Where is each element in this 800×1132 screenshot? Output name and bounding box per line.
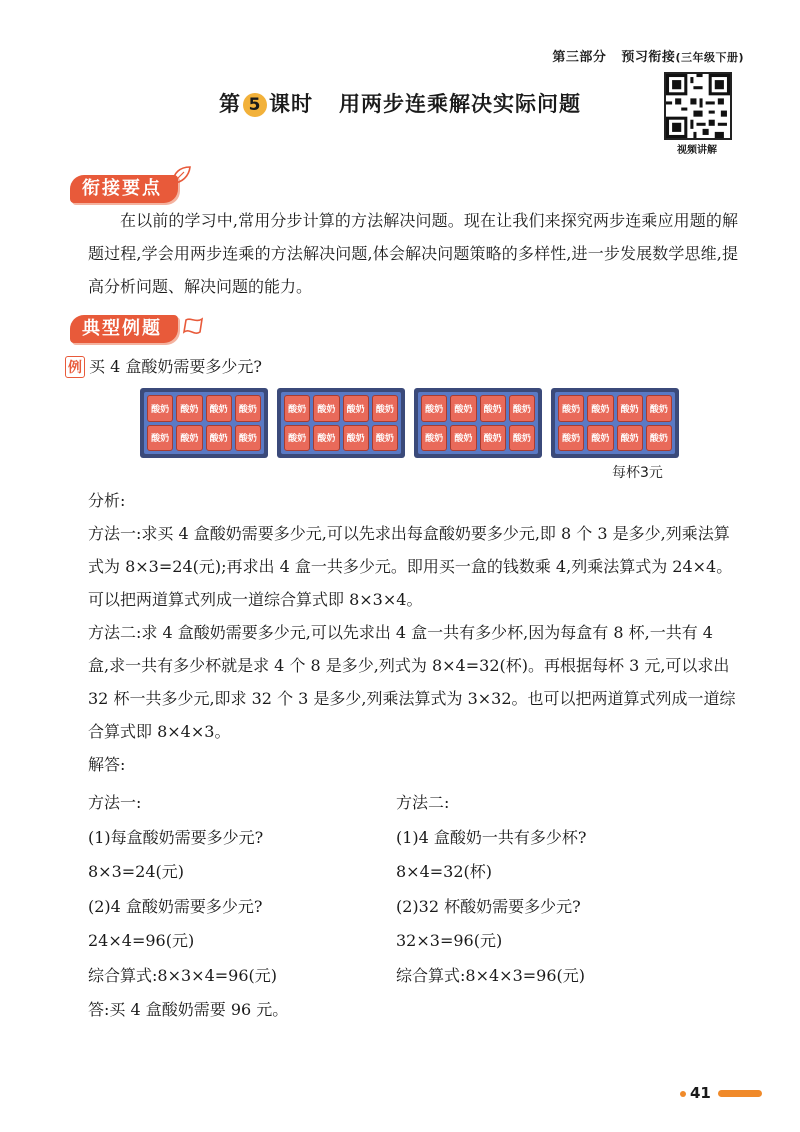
yogurt-cup: 酸奶 [206,395,232,422]
intro-text: 在以前的学习中,常用分步计算的方法解决问题。现在让我们来探究两步连乘应用题的解题过程,学会用两步连乘的方法解决问题,体会解决问题策略的多样性,进一步发展数学思维,提高分析问题、解决问题的能力。 [88,211,738,296]
yogurt-cup: 酸奶 [480,395,506,422]
yogurt-cup: 酸奶 [313,425,339,452]
yogurt-cup: 酸奶 [284,395,310,422]
yogurt-cup: 酸奶 [343,425,369,452]
yogurt-cup: 酸奶 [313,395,339,422]
section-tag-examples: 典型例题 [70,315,178,343]
title-prefix: 第 [219,92,241,116]
solution-line: 综合算式:8×3×4=96(元) [88,965,277,985]
solution-line: 32×3=96(元) [396,931,503,950]
example-badge: 例 [65,356,85,378]
solution-line: (2)32 杯酸奶需要多少元? [396,896,581,916]
yogurt-cup: 酸奶 [617,395,643,422]
solution-method-2 [396,786,587,993]
yogurt-cup: 酸奶 [176,395,202,422]
solution-line: 8×3=24(元) [88,862,185,881]
analysis-method-2: 方法二:求 4 盒酸奶需要多少元,可以先求出 4 盒一共有多少杯,因为每盒有 8 杯,一共有 4 盒,求一共有多少杯就是求 4 个 8 是多少,列式为 8×4=32(杯)。再根据每杯 3 元,可以求出 32 杯一共多少元,即求 32 个 3 是多少,列乘法算式为 3×32。也可以把两道算式列成一道综合算式即 8×4×3。 [88,623,736,741]
example-question [65,354,262,378]
title-suffix: 课时 [269,92,313,116]
yogurt-cup: 酸奶 [480,425,506,452]
yogurt-cup: 酸奶 [558,395,584,422]
yogurt-cup: 酸奶 [235,425,261,452]
scroll-icon [182,314,206,338]
yogurt-cup: 酸奶 [587,395,613,422]
solution-method-1 [88,786,288,1028]
section-tag-key-points: 衔接要点 [70,175,178,203]
solution-line: (1)每盒酸奶需要多少元? [88,827,264,847]
intro-paragraph [88,204,738,303]
header-grade: (三年级下册) [675,51,744,64]
analysis-method-1: 方法一:求买 4 盒酸奶需要多少元,可以先求出每盒酸奶要多少元,即 8 个 3 是多少,列乘法算式为 8×3=24(元);再求出 4 盒一共多少元。即用买一盒的钱数乘 4,列乘法算式为 24×4。可以把两道算式列成一道综合算式即 8×3×4。 [88,524,733,609]
yogurt-cup: 酸奶 [450,395,476,422]
solution-line: 方法二: [396,793,450,812]
header-book: 预习衔接 [621,50,676,65]
yogurt-box [414,388,542,458]
yogurt-boxes-illustration [140,388,680,458]
price-note: 每杯3元 [612,465,663,481]
analysis-section [88,484,738,781]
solution-line: (2)4 盒酸奶需要多少元? [88,896,263,916]
qr-code-icon[interactable] [664,72,732,140]
yogurt-cup: 酸奶 [558,425,584,452]
title-name: 用两步连乘解决实际问题 [339,92,581,116]
yogurt-box [277,388,405,458]
yogurt-cup: 酸奶 [147,425,173,452]
solution-line: 24×4=96(元) [88,931,195,950]
analysis-label: 分析: [88,491,126,510]
yogurt-cup: 酸奶 [176,425,202,452]
qr-caption: 视频讲解 [677,145,717,156]
page-bar-decoration [718,1090,762,1097]
yogurt-cup: 酸奶 [284,425,310,452]
solution-line: 综合算式:8×4×3=96(元) [396,965,585,985]
leaf-icon [170,164,192,186]
solution-line: 方法一: [88,793,142,812]
yogurt-cup: 酸奶 [235,395,261,422]
page-dot-decoration [680,1091,686,1097]
yogurt-box [140,388,268,458]
yogurt-cup: 酸奶 [646,425,672,452]
yogurt-cup: 酸奶 [372,395,398,422]
header-section: 第三部分 [552,50,607,65]
page-number: 41 [690,1084,711,1102]
yogurt-cup: 酸奶 [206,425,232,452]
yogurt-cup: 酸奶 [646,395,672,422]
solution-line: 8×4=32(杯) [396,862,493,881]
answer-label: 解答: [88,755,126,774]
yogurt-cup: 酸奶 [587,425,613,452]
yogurt-cup: 酸奶 [509,425,535,452]
yogurt-cup: 酸奶 [617,425,643,452]
lesson-number-badge: 5 [243,93,267,117]
yogurt-box [551,388,679,458]
yogurt-cup: 酸奶 [147,395,173,422]
yogurt-cup: 酸奶 [450,425,476,452]
yogurt-cup: 酸奶 [421,425,447,452]
yogurt-cup: 酸奶 [343,395,369,422]
running-header [552,46,744,65]
example-question-text: 买 4 盒酸奶需要多少元? [89,357,262,376]
yogurt-cup: 酸奶 [421,395,447,422]
final-answer: 答:买 4 盒酸奶需要 96 元。 [88,1000,289,1019]
yogurt-cup: 酸奶 [509,395,535,422]
yogurt-cup: 酸奶 [372,425,398,452]
solution-line: (1)4 盒酸奶一共有多少杯? [396,827,587,847]
